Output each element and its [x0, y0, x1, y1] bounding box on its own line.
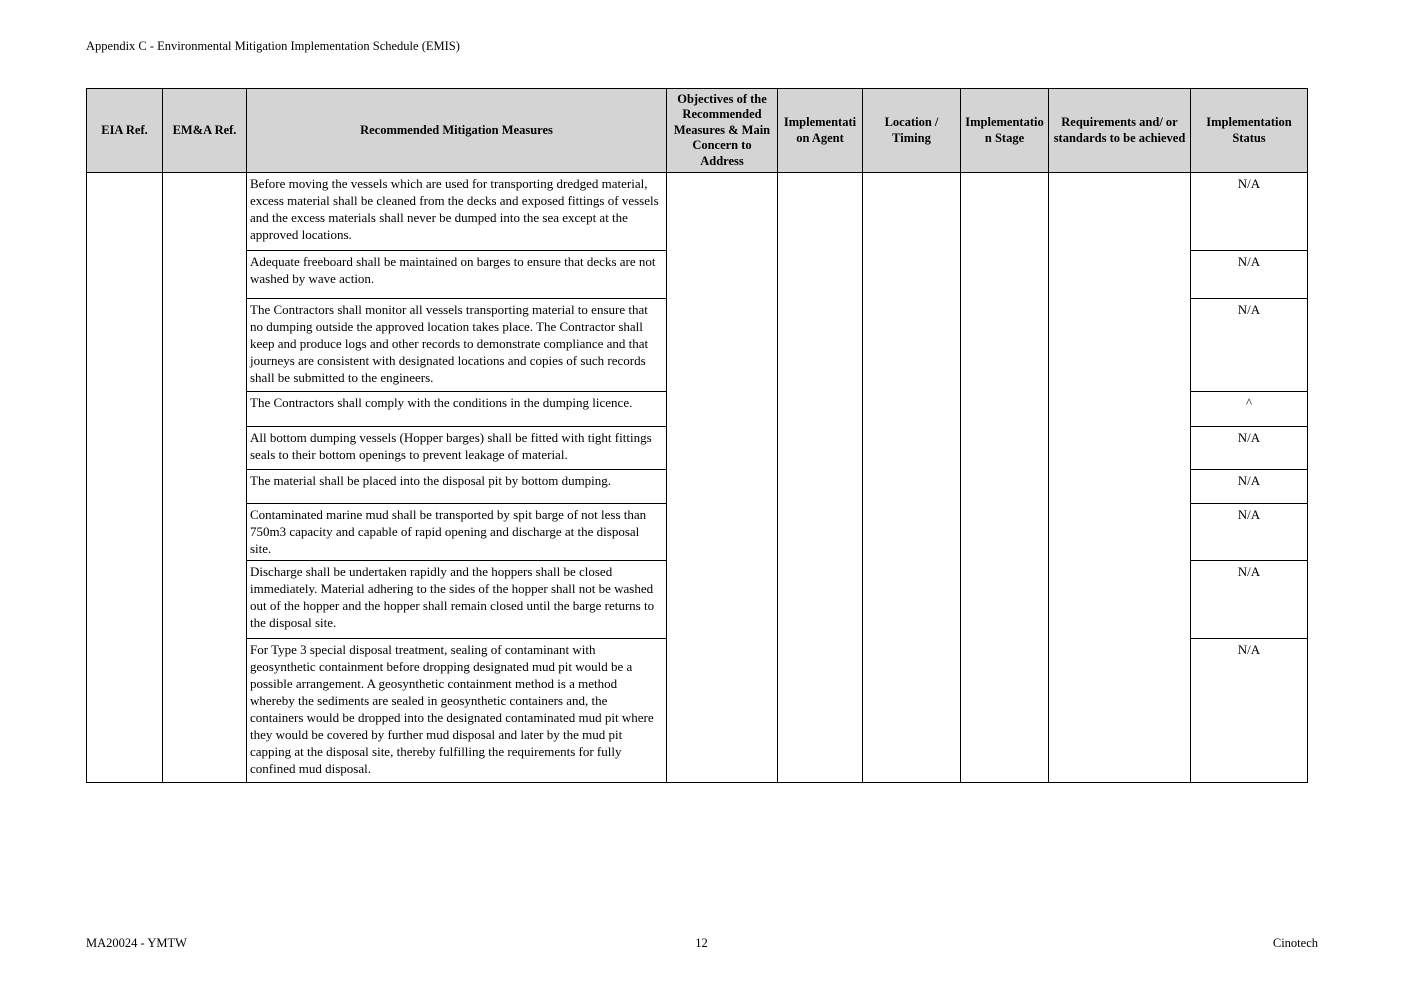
measure-cell: Contaminated marine mud shall be transported by spit barge of not less than 750m3 capacity and capable of rapid opening and discharge at the disposal site.: [247, 504, 667, 561]
table-row: [87, 173, 1308, 251]
status-cell: N/A: [1191, 561, 1308, 639]
status-cell: ^: [1191, 392, 1308, 427]
col-header-stage: Implementation Stage: [961, 89, 1049, 173]
measure-cell: All bottom dumping vessels (Hopper barges) shall be fitted with tight fittings seals to their bottom openings to prevent leakage of material.: [247, 427, 667, 470]
col-header-ema-ref: EM&A Ref.: [163, 89, 247, 173]
status-cell: N/A: [1191, 639, 1308, 783]
status-cell: N/A: [1191, 470, 1308, 504]
status-cell: N/A: [1191, 427, 1308, 470]
status-cell: N/A: [1191, 299, 1308, 392]
col-header-eia-ref: EIA Ref.: [87, 89, 163, 173]
measure-cell: For Type 3 special disposal treatment, sealing of contaminant with geosynthetic containment before dropping designated mud pit would be a possible arrangement. A geosynthetic containment method is a method whereby the sediments are sealed in geosynthetic containers and, the containers would be dropped into the designated contaminated mud pit where they would be covered by further mud disposal and later by the mud pit capping at the disposal site, thereby fulfilling the requirements for fully confined mud disposal.: [247, 639, 667, 783]
header-row: [87, 89, 1308, 173]
footer-project-ref: MA20024 - YMTW: [86, 936, 187, 950]
measure-cell: Adequate freeboard shall be maintained on barges to ensure that decks are not washed by wave action.: [247, 251, 667, 299]
measure-cell: Discharge shall be undertaken rapidly and the hoppers shall be closed immediately. Material adhering to the sides of the hopper shall not be washed out of the hopper and the hopper shall remain closed until the barge returns to the disposal site.: [247, 561, 667, 639]
col-header-agent: Implementation Agent: [778, 89, 863, 173]
measure-cell: The Contractors shall comply with the conditions in the dumping licence.: [247, 392, 667, 427]
col-header-objectives: Objectives of the Recommended Measures & Main Concern to Address: [667, 89, 778, 173]
eia-ref-cell: [87, 173, 163, 783]
measure-cell: The material shall be placed into the disposal pit by bottom dumping.: [247, 470, 667, 504]
requirements-cell: [1049, 173, 1191, 783]
location-timing-cell: [863, 173, 961, 783]
measure-cell: The Contractors shall monitor all vessels transporting material to ensure that no dumping outside the approved location takes place. The Contractor shall keep and produce logs and other records to demonstrate compliance and that journeys are consistent with designated locations and copies of such records shall be submitted to the engineers.: [247, 299, 667, 392]
col-header-requirements: Requirements and/ or standards to be achieved: [1049, 89, 1191, 173]
objectives-cell: [667, 173, 778, 783]
emis-table: [86, 88, 1308, 783]
footer-company-name: Cinotech: [1272, 936, 1318, 950]
status-cell: N/A: [1191, 251, 1308, 299]
col-header-status: Implementation Status: [1191, 89, 1308, 173]
col-header-location-timing: Location / Timing: [863, 89, 961, 173]
page-title: Appendix C - Environmental Mitigation Implementation Schedule (EMIS): [86, 39, 460, 53]
footer-page-number: 12: [695, 936, 708, 950]
col-header-measures: Recommended Mitigation Measures: [247, 89, 667, 173]
measure-cell: Before moving the vessels which are used for transporting dredged material, excess material shall be cleaned from the decks and exposed fittings of vessels and the excess materials shall never be dumped into the sea except at the approved locations.: [247, 173, 667, 251]
status-cell: N/A: [1191, 173, 1308, 251]
ema-ref-cell: [163, 173, 247, 783]
status-cell: N/A: [1191, 504, 1308, 561]
implementation-agent-cell: [778, 173, 863, 783]
implementation-stage-cell: [961, 173, 1049, 783]
